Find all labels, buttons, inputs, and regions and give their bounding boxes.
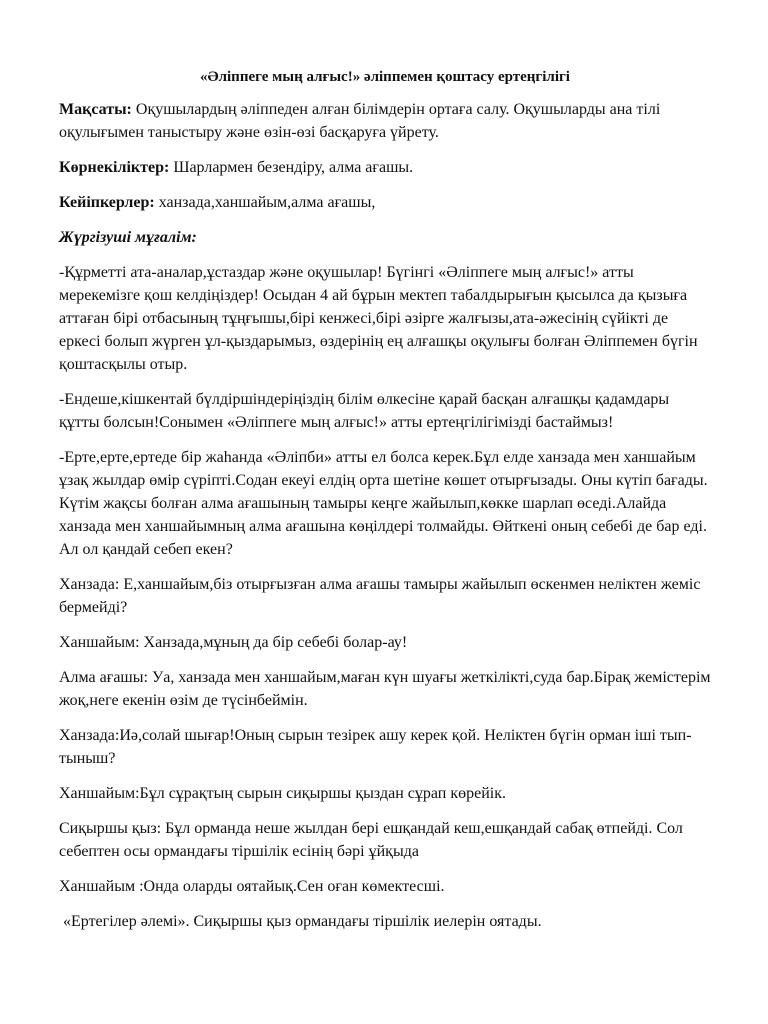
goal-text: Оқушылардың әліппеден алған білімдерін ортаға салу. Оқушыларды ана тілі оқулығымен таныстыру және өзін-өзі басқаруға үйрету.	[59, 101, 661, 141]
characters-paragraph	[59, 191, 711, 214]
dialogue-line: Ханшайым :Онда оларды оятайық.Сен оған көмектесші.	[59, 878, 445, 895]
body-paragraph: -Ерте,ерте,ертеде бір жаһанда «Әліпби» атты ел болса керек.Бұл елде ханзада мен ханшайым ұзақ жылдар өмір сүріпті.Содан екеуі елдің орта шетіне көшет отырғызады. Оны күтіп бағады. Күтім жақсы болған алма ағашының тамыры кеңге жайылып,көкке шарлап өседі.Алайда ханзада мен ханшайымның алма ағашына көңілдері толмайды. Өйткені оның себебі де бар еді. Ал ол қандай себеп екен?	[59, 449, 708, 558]
goal-paragraph	[59, 98, 711, 144]
document-title: «Әліппеге мың алғыс!» әліппемен қоштасу ертеңгілігі	[200, 69, 570, 85]
dialogue-line: Ханзада:Иә,солай шығар!Оның сырын тезірек ашу керек қой. Неліктен бүгін орман іші тып-тыныш?	[59, 727, 692, 767]
visuals-paragraph	[59, 156, 711, 179]
visuals-label: Көрнекіліктер:	[59, 159, 170, 176]
characters-text: ханзада,ханшайым,алма ағашы,	[154, 194, 376, 211]
dialogue-line: Ханшайым: Ханзада,мұның да бір себебі болар-ау!	[59, 634, 408, 651]
scene-note: «Ертегілер әлемі». Сиқыршы қыз ормандағы тіршілік иелерін оятады.	[59, 913, 542, 930]
characters-label: Кейіпкерлер:	[59, 194, 155, 211]
dialogue-line: Алма ағашы: Уа, ханзада мен ханшайым,маған күн шуағы жеткілікті,суда бар.Бірақ жемістерім жоқ,неге екенін өзім де түсінбеймін.	[59, 669, 711, 709]
body-paragraph: -Ендеше,кішкентай бүлдіршіндеріңіздің білім өлкесіне қарай басқан алғашқы қадамдары құтты болсын!Сонымен «Әліппеге мың алғыс!» атты ертеңгілігімізді бастаймыз!	[59, 391, 670, 431]
dialogue-line: Ханшайым:Бұл сұрақтың сырын сиқыршы қыздан сұрап көрейік.	[59, 785, 506, 802]
body-paragraph: -Құрметті ата-аналар,ұстаздар және оқушылар! Бүгінгі «Әліппеге мың алғыс!» атты мерекемізге қош келдіңіздер! Осыдан 4 ай бұрын мектеп табалдырығын қысылса да қызыға аттаған бірі отбасының тұңғышы,бірі кенжесі,бірі әзірге жалғызы,ата-әжесінің сүйікті де еркесі болып жүрген ұл-қыздарымыз, өздерінің ең алғашқы оқулығы болған Әліппемен бүгін қоштасқылы отыр.	[59, 264, 698, 373]
document-page	[59, 66, 711, 945]
host-label: Жүргізуші мұғалім:	[59, 229, 197, 246]
host-heading	[59, 226, 711, 249]
dialogue-line: Сиқыршы қыз: Бұл орманда неше жылдан бері ешқандай кеш,ешқандай сабақ өтпейді. Сол себептен осы ормандағы тіршілік есінің бәрі ұйқыда	[59, 820, 683, 860]
dialogue-line: Ханзада: Е,ханшайым,біз отырғызған алма ағашы тамыры жайылып өскенмен неліктен жеміс бермейді?	[59, 576, 701, 616]
goal-label: Мақсаты:	[59, 101, 132, 118]
visuals-text: Шарлармен безендіру, алма ағашы.	[169, 159, 414, 176]
